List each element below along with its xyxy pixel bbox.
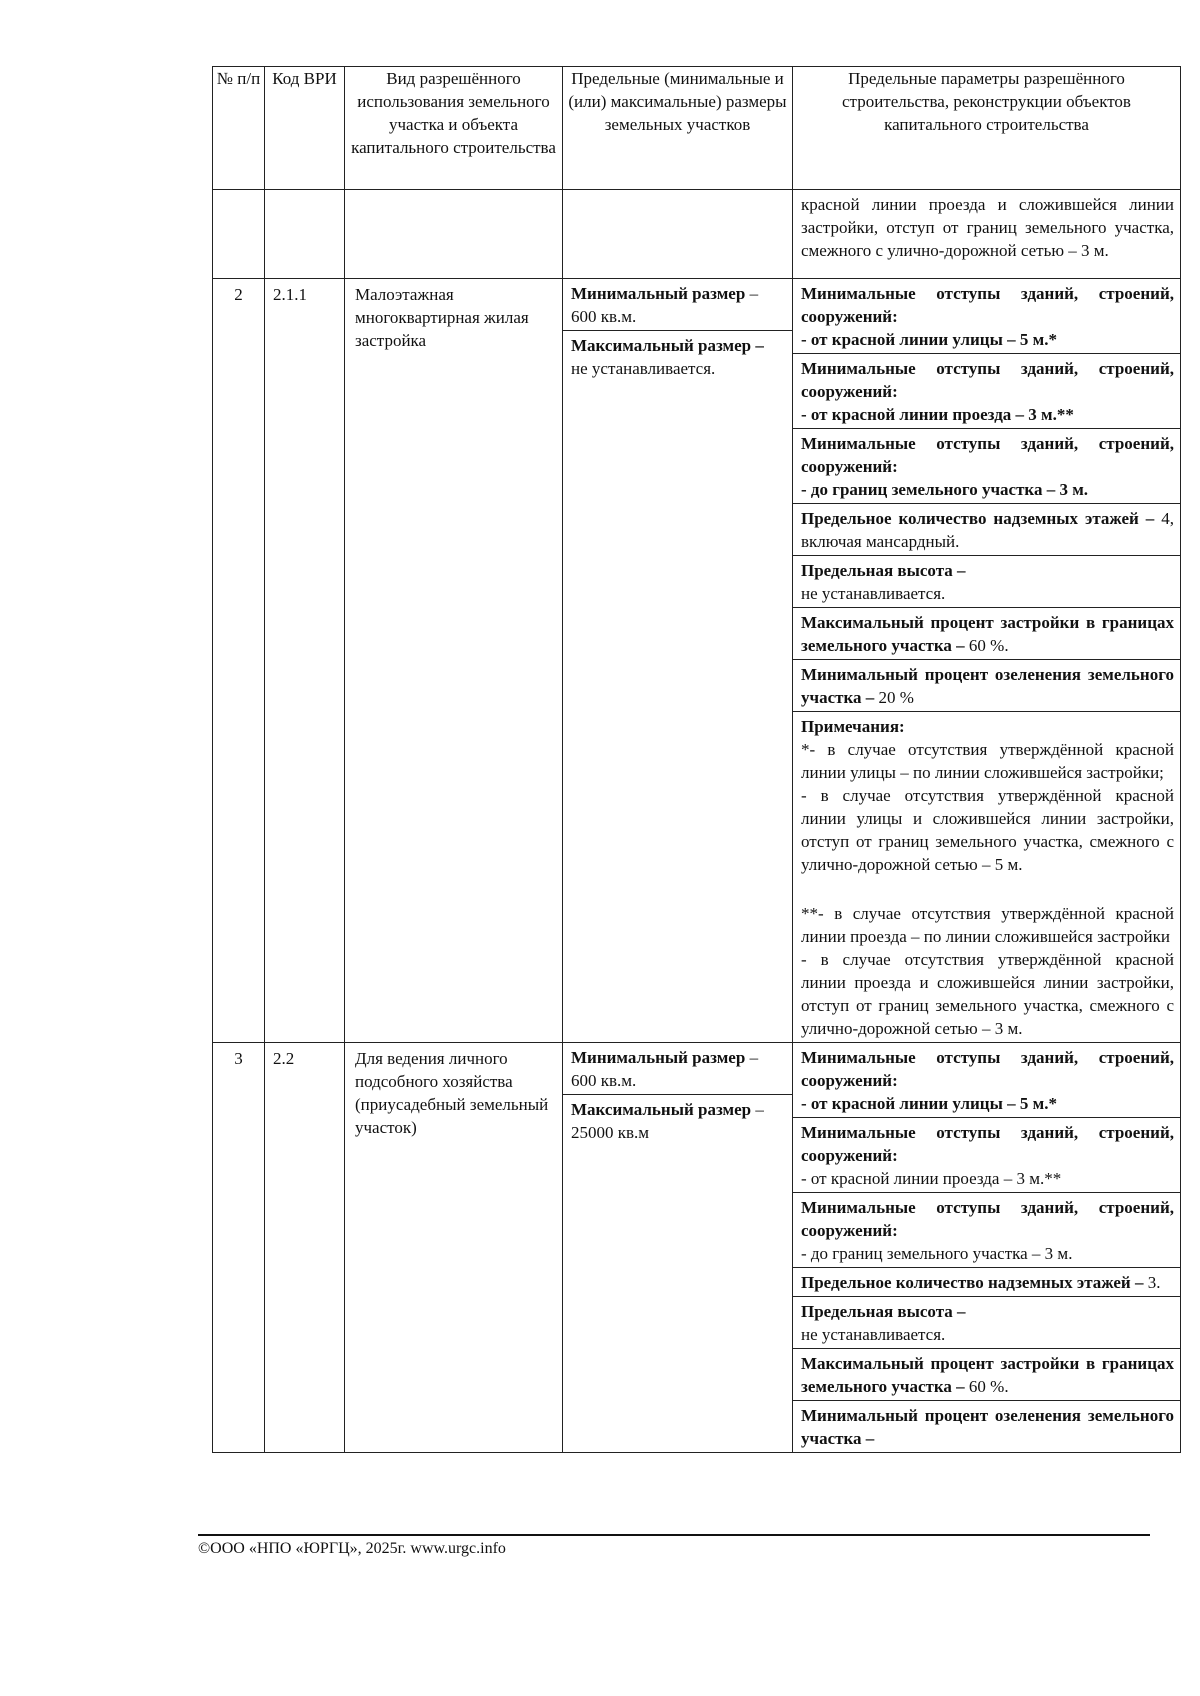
header-params: Предельные параметры разрешённого строительства, реконструкции объектов капитального строительства [793,67,1181,190]
note-1: *- в случае отсутствия утверждённой красной линии улицы – по линии сложившейся застройки; [801,740,1174,782]
continuation-text: красной линии проезда и сложившейся линии застройки, отступ от границ земельного участка, смежного с улично-дорожной сетью – 3 м. [801,195,1174,260]
row2-param-1: Минимальные отступы зданий, строений, сооружений: - от красной линии улицы – 5 м.* [793,279,1180,354]
header-sizes: Предельные (минимальные и (или) максимальные) размеры земельных участков [563,67,793,190]
row2-use: Малоэтажная многоквартирная жилая застройка [345,279,563,1043]
table-row-2 [213,279,1181,1043]
table-header-row [213,67,1181,190]
table-row-continuation [213,190,1181,279]
header-use: Вид разрешённого использования земельного участка и объекта капитального строительства [345,67,563,190]
row3-sizes [563,1043,793,1453]
note-4: - в случае отсутствия утверждённой красной линии проезда и сложившейся линии застройки, отступ от границ земельного участка, смежного с улично-дорожной сетью – 3 м. [801,950,1174,1038]
row3-code: 2.2 [265,1043,345,1453]
row3-param-3: Минимальные отступы зданий, строений, сооружений: - до границ земельного участка – 3 м. [793,1193,1180,1268]
table-row-3 [213,1043,1181,1453]
header-num: № п/п [213,67,265,190]
row2-notes [793,712,1180,1042]
row3-param-2: Минимальные отступы зданий, строений, сооружений: - от красной линии проезда – 3 м.** [793,1118,1180,1193]
row3-param-5: Предельная высота – не устанавливается. [793,1297,1180,1349]
row3-use: Для ведения личного подсобного хозяйства (приусадебный земельный участок) [345,1043,563,1453]
notes-title: Примечания: [801,717,905,736]
row2-param-3: Минимальные отступы зданий, строений, сооружений: - до границ земельного участка – 3 м. [793,429,1180,504]
footer-divider [198,1534,1150,1536]
header-code: Код ВРИ [265,67,345,190]
row2-param-4: Предельное количество надземных этажей – 4, включая мансардный. [793,504,1180,556]
row2-min-size: Минимальный размер – 600 кв.м. [563,279,792,331]
row2-params [793,279,1181,1043]
row3-param-6: Максимальный процент застройки в границах земельного участка – 60 %. [793,1349,1180,1401]
row2-param-2: Минимальные отступы зданий, строений, сооружений: - от красной линии проезда – 3 м.** [793,354,1180,429]
row3-param-1: Минимальные отступы зданий, строений, сооружений: - от красной линии улицы – 5 м.* [793,1043,1180,1118]
row2-param-7: Минимальный процент озеленения земельного участка – 20 % [793,660,1180,712]
row3-param-4: Предельное количество надземных этажей – 3. [793,1268,1180,1297]
row2-max-size: Максимальный размер – не устанавливается. [571,336,764,378]
row2-sizes [563,279,793,1043]
footer-copyright: ©ООО «НПО «ЮРГЦ», 2025г. www.urgc.info [198,1540,506,1557]
row3-min-size: Минимальный размер – 600 кв.м. [563,1043,792,1095]
row2-param-6: Максимальный процент застройки в границах земельного участка – 60 %. [793,608,1180,660]
row3-num: 3 [213,1043,265,1453]
note-2: - в случае отсутствия утверждённой красной линии улицы и сложившейся линии застройки, отступ от границ земельного участка, смежного с улично-дорожной сетью – 5 м. [801,786,1174,874]
row3-max-size: Максимальный размер – 25000 кв.м [571,1100,764,1142]
note-3: **- в случае отсутствия утверждённой красной линии проезда – по линии сложившейся застройки [801,904,1174,946]
row2-code: 2.1.1 [265,279,345,1043]
row3-params [793,1043,1181,1453]
regulations-table [212,66,1181,1453]
row2-num: 2 [213,279,265,1043]
row3-param-7: Минимальный процент озеленения земельного участка – [801,1406,1174,1448]
row2-param-5: Предельная высота – не устанавливается. [793,556,1180,608]
